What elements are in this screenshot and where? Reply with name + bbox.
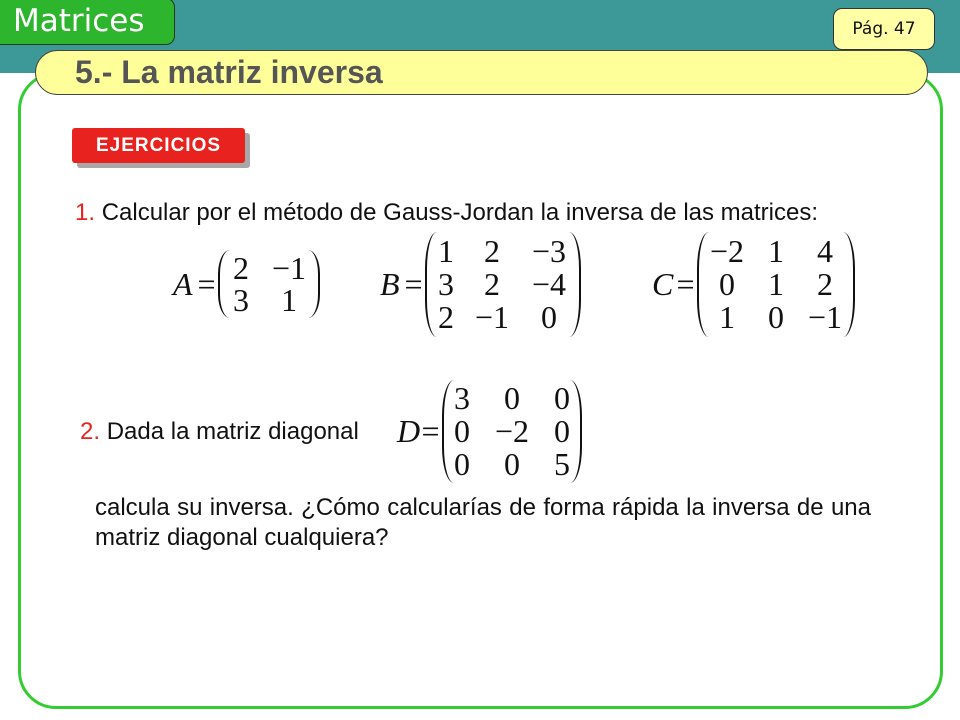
exercise-2-followup: calcula su inversa. ¿Cómo calcularías de forma rápida la inversa de una matriz diagonal cualquiera? — [95, 494, 871, 551]
matrix-c-entry-r3c1: 1 — [719, 299, 735, 335]
exercise-2-number: 2. — [80, 418, 101, 445]
matrix-b-entry-r2c3: −4 — [531, 266, 567, 302]
slide-title: 5.- La matriz inversa — [75, 54, 383, 90]
exercises-button[interactable]: EJERCICIOS — [72, 128, 245, 163]
matrix-a-entry-r2c1: 3 — [233, 282, 249, 318]
left-parenthesis — [425, 232, 437, 337]
matrix-b-entry-r1c2: 2 — [484, 233, 500, 269]
left-parenthesis — [218, 250, 230, 318]
equals-sign: = — [421, 413, 440, 449]
matrix-a-label: A — [173, 265, 193, 302]
exercise-1-text: Calcular por el método de Gauss-Jordan la inversa de las matrices: — [101, 199, 819, 226]
matrix-a-entry-r2c2: 1 — [281, 282, 297, 318]
section-tab — [0, 0, 175, 45]
matrix-c-entry-r1c1: −2 — [709, 233, 745, 269]
exercise-1-statement — [75, 199, 818, 227]
equals-sign: = — [676, 266, 695, 302]
matrix-d-label: D — [397, 413, 421, 449]
section-tab-label: Matrices — [13, 3, 145, 39]
matrix-b-entry-r1c1: 1 — [438, 233, 454, 269]
right-parenthesis — [843, 232, 855, 337]
matrix-b-entry-r2c2: 2 — [484, 266, 500, 302]
matrix-d-entry-r3c2: 0 — [504, 446, 520, 482]
page-number: Pág. 47 — [852, 19, 916, 39]
matrix-c-expression — [652, 232, 855, 337]
title-bar — [35, 50, 928, 95]
matrix-b-entries — [437, 232, 569, 337]
right-parenthesis — [308, 250, 320, 318]
exercise-2-text: Dada la matriz diagonal — [106, 418, 359, 445]
right-parenthesis — [570, 380, 582, 483]
matrix-a-expression — [173, 250, 320, 318]
equals-sign: = — [404, 266, 423, 302]
matrix-d-entry-r1c2: 0 — [504, 380, 520, 416]
matrix-c-entry-r2c1: 0 — [719, 266, 735, 302]
matrix-d-entry-r1c3: 0 — [554, 380, 570, 416]
matrix-a-entry-r1c1: 2 — [233, 250, 249, 286]
matrix-a-entry-r1c2: −1 — [271, 250, 307, 286]
right-parenthesis — [569, 232, 581, 337]
matrix-c — [697, 232, 855, 337]
matrix-a-entries — [230, 250, 308, 318]
matrix-d-entry-r2c2: −2 — [494, 413, 530, 449]
matrix-c-label: C — [652, 266, 674, 302]
matrix-c-entry-r3c3: −1 — [807, 299, 843, 335]
matrix-d-entry-r2c1: 0 — [454, 413, 470, 449]
left-parenthesis — [697, 232, 709, 337]
matrix-b-expression — [380, 232, 581, 337]
matrix-a — [218, 250, 320, 318]
matrix-d-expression — [397, 380, 582, 483]
matrix-d — [442, 380, 582, 483]
matrix-b-entry-r2c1: 3 — [438, 266, 454, 302]
matrix-d-entries — [454, 380, 570, 483]
matrix-b-entry-r3c2: −1 — [474, 299, 510, 335]
matrix-c-entry-r2c2: 1 — [768, 266, 784, 302]
matrix-c-entry-r2c3: 2 — [817, 266, 833, 302]
matrix-d-entry-r1c1: 3 — [454, 380, 470, 416]
matrix-c-entry-r1c2: 1 — [768, 233, 784, 269]
left-parenthesis — [442, 380, 454, 483]
exercise-2-statement — [80, 418, 359, 446]
matrix-c-entry-r3c2: 0 — [768, 299, 784, 335]
matrix-b-entry-r3c3: 0 — [541, 299, 557, 335]
matrix-b-entry-r1c3: −3 — [531, 233, 567, 269]
matrix-c-entries — [709, 232, 843, 337]
page-number-box — [833, 8, 935, 50]
matrix-d-entry-r3c1: 0 — [454, 446, 470, 482]
matrix-d-entry-r2c3: 0 — [554, 413, 570, 449]
matrix-b — [425, 232, 581, 337]
exercise-1-number: 1. — [75, 199, 96, 226]
matrix-b-label: B — [380, 266, 400, 302]
matrix-c-entry-r1c3: 4 — [817, 233, 833, 269]
matrix-d-entry-r3c3: 5 — [554, 446, 570, 482]
matrix-b-entry-r3c1: 2 — [438, 299, 454, 335]
equals-sign: = — [197, 265, 216, 302]
